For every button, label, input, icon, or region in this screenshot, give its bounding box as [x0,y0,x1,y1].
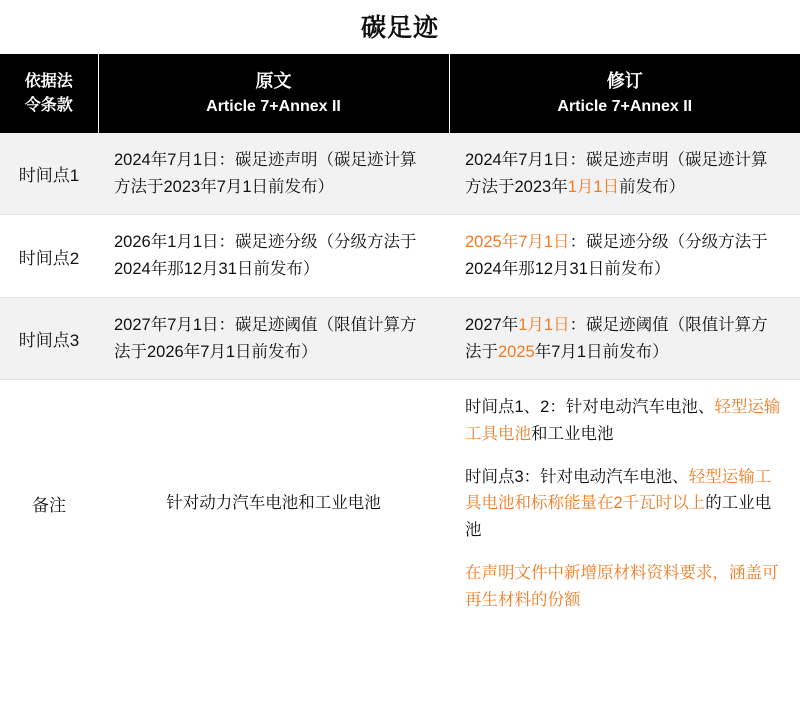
table-body [0,133,800,627]
header-revised-title: 修订 [606,71,643,91]
row-original-timepoint3 [98,297,449,379]
text-segment: 2024年7月1日：碳足迹声明（碳足迹计算方法于2023年 [465,151,768,196]
row-label-notes: 备注 [0,380,98,628]
text-segment: 年7月1日前发布） [534,342,669,361]
table-row [0,297,800,379]
row-label-timepoint1: 时间点1 [0,133,98,215]
text-segment-highlight: 在声明文件中新增原材料资料要求，涵盖可再生材料的份额 [465,563,779,609]
carbon-footprint-table [0,54,800,627]
text-segment-highlight: 2025年7月1日 [465,233,570,252]
notes-paragraph-3 [465,560,784,613]
header-revised-subtitle: Article 7+Annex II [557,98,693,115]
header-legal-basis-line2: 令条款 [24,96,73,114]
text-segment: ：碳足迹阈值（限值计算方法于 [465,315,768,361]
text-segment: 时间点3：针对电动汽车电池、 [465,467,689,486]
row-original-timepoint1 [98,133,449,215]
text-segment-highlight: 轻型运输工具电池和标称能量在2千瓦时以上 [465,467,772,513]
text-segment: 2027年7月1日：碳足迹阈值（限值计算方法于2026年7月1日前发布） [114,315,417,361]
text-segment: 和工业电池 [531,425,614,444]
text-segment-highlight: 2025 [498,342,535,361]
header-original [98,54,449,133]
table-row [0,133,800,215]
notes-revised [449,380,800,628]
notes-paragraph-1 [465,394,784,447]
header-original-title: 原文 [255,71,292,91]
header-legal-basis-line1: 依据法 [24,73,73,91]
header-revised [449,54,800,133]
row-revised-timepoint3 [449,297,800,379]
header-legal-basis [0,54,98,133]
text-segment-highlight: 1月1日 [567,177,620,196]
text-segment: 时间点1、2：针对电动汽车电池、 [465,398,715,417]
text-segment: 2024年7月1日：碳足迹声明（碳足迹计算方法于2023年7月1日前发布） [114,151,417,196]
table-row [0,215,800,297]
text-segment: 前发布） [619,177,686,196]
table-header [0,54,800,133]
row-label-timepoint2: 时间点2 [0,215,98,297]
notes-original: 针对动力汽车电池和工业电池 [98,380,449,628]
text-segment: 2027年 [465,315,519,334]
row-revised-timepoint1 [449,133,800,215]
notes-paragraph-2 [465,464,784,544]
page-title: 碳足迹 [360,14,439,42]
row-label-timepoint3: 时间点3 [0,297,98,379]
text-segment: 2026年1月1日：碳足迹分级（分级方法于2024年那12月31日前发布） [114,233,417,279]
text-segment-highlight: 1月1日 [518,315,570,334]
header-row [0,54,800,133]
row-original-timepoint2 [98,215,449,297]
table-row-notes [0,380,800,628]
text-segment: 的工业电池 [465,494,772,540]
row-revised-timepoint2 [449,215,800,297]
text-segment: ：碳足迹分级（分级方法于2024年那12月31日前发布） [465,233,768,279]
header-original-subtitle: Article 7+Annex II [206,98,341,115]
text-segment-highlight: 轻型运输工具电池 [465,398,781,444]
